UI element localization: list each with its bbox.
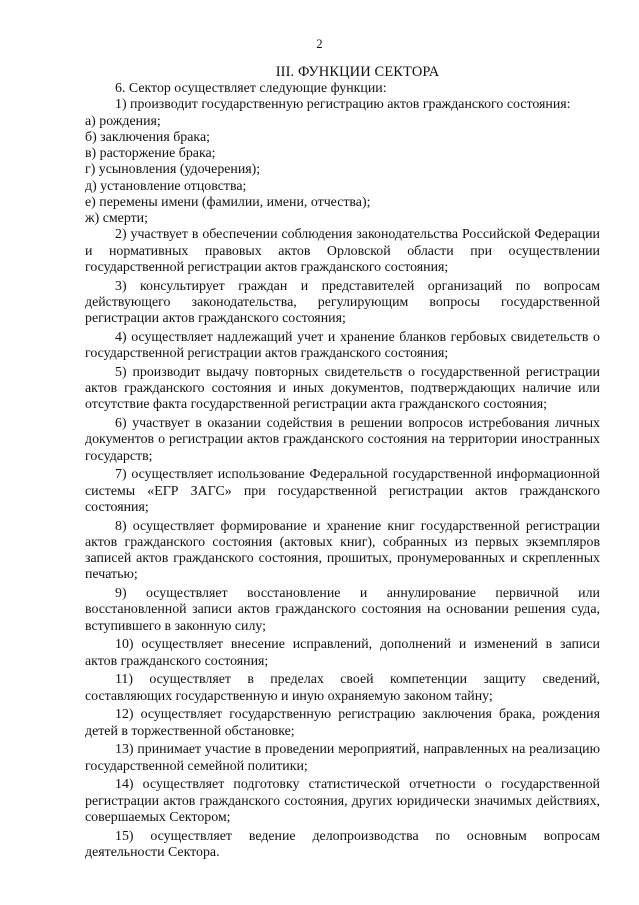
item-5: 5) производит выдачу повторных свидетельств о государственной регистрации актов гражданского состояния и иных документов, подтверждающих наличие или отсутствие факта государственной регистрации акта гражданского состояния; — [85, 364, 600, 413]
subitem-paternity: д) установление отцовства; — [85, 178, 247, 194]
item-11: 11) осуществляет в пределах своей компетенции защиту сведений, составляющих государственную и иную охраняемую законом тайну; — [85, 672, 600, 704]
item-8: 8) осуществляет формирование и хранение книг государственной регистрации актов гражданского состояния (актовых книг), собранных из первых экземпляров записей актов гражданского состояния, прошитых, пронумерованных и скрепленных печатью; — [85, 518, 600, 583]
item-4: 4) осуществляет надлежащий учет и хранение бланков гербовых свидетельств о государственной регистрации актов гражданского состояния; — [85, 329, 600, 361]
intro-paragraph: 6. Сектор осуществляет следующие функции: — [115, 81, 387, 96]
item-3: 3) консультирует граждан и представителей организаций по вопросам действующего законодательства, регулирующим вопросы государственной регистрации актов гражданского состояния; — [85, 278, 600, 326]
subitem-death: ж) смерти; — [85, 211, 148, 226]
subitem-divorce: в) расторжение брака; — [85, 146, 216, 161]
subitem-marriage: б) заключения брака; — [85, 129, 210, 145]
subitem-birth: а) рождения; — [85, 113, 161, 129]
subitem-name-change: е) перемены имени (фамилии, имени, отчества); — [85, 194, 371, 210]
item-12: 12) осуществляет государственную регистрацию заключения брака, рождения детей в торжественной обстановке; — [85, 707, 600, 739]
section-title: III. ФУНКЦИИ СЕКТОРА — [275, 64, 440, 80]
item-10: 10) осуществляет внесение исправлений, дополнений и изменений в записи актов гражданского состояния; — [85, 637, 600, 669]
item-1-label: 1) производит государственную регистрацию актов гражданского состояния: — [115, 97, 571, 113]
item-15: 15) осуществляет ведение делопроизводства по основным вопросам деятельности Сектора. — [85, 828, 600, 860]
item-7: 7) осуществляет использование Федеральной государственной информационной системы «ЕГР ЗАГС» при государственной регистрации актов гражданского состояния; — [85, 467, 600, 515]
item-6: 6) участвует в оказании содействия в решении вопросов истребования личных документов о регистрации актов гражданского состояния на территории иностранных государств; — [85, 416, 600, 464]
subitem-adoption: г) усыновления (удочерения); — [85, 162, 261, 178]
item-9: 9) осуществляет восстановление и аннулирование первичной или восстановленной записи актов гражданского состояния на основании решения суда, вступившего в законную силу; — [85, 586, 600, 634]
item-13: 13) принимает участие в проведении мероприятий, направленных на реализацию государственной семейной политики; — [85, 742, 600, 774]
document-body — [85, 81, 600, 861]
item-14: 14) осуществляет подготовку статистической отчетности о государственной регистрации актов гражданского состояния, других юридически значимых действиях, совершаемых Сектором; — [85, 777, 600, 825]
page-number: 2 — [316, 37, 323, 51]
item-2: 2) участвует в обеспечении соблюдения законодательства Российской Федерации и нормативных правовых актов Орловской области при осуществлении государственной регистрации актов гражданского состояния; — [85, 227, 600, 275]
